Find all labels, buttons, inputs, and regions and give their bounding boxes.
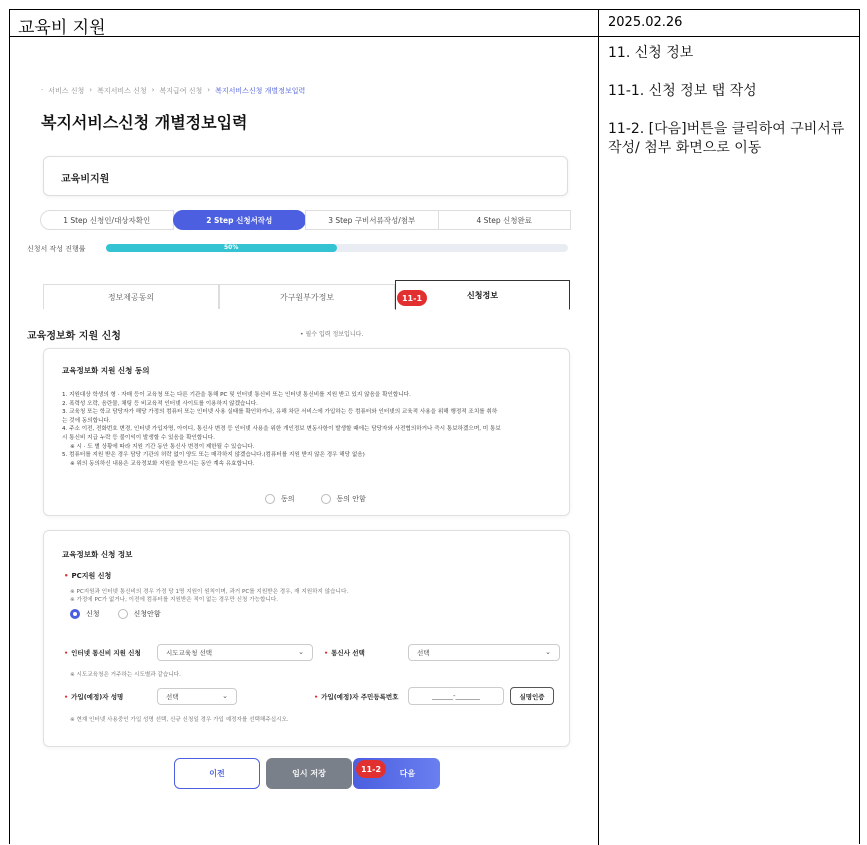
radio-circle-icon[interactable] (265, 494, 275, 504)
net-label (64, 648, 141, 657)
carrier-select[interactable] (408, 644, 560, 661)
page-title: 복지서비스신청 개별정보입력 (41, 113, 248, 132)
temp-save-button[interactable]: 임시 저장 (266, 758, 352, 789)
note-1: 11. 신청 정보 (608, 45, 694, 61)
subscriber-value: 선택 (166, 693, 179, 701)
step-1: 1 Step 신청인/대상자확인 (40, 210, 174, 230)
chevron-down-icon: ⌄ (222, 692, 228, 700)
pc-note: ※ 가정에 PC가 없거나, 이전에 컴퓨터를 지원받은 적이 없는 경우만 신청 가능합니다. (70, 597, 278, 603)
carrier-label (324, 648, 365, 657)
net-note: ※ 시도교육청은 거주하는 시도별과 같습니다. (70, 672, 181, 678)
annotation-badge-11-1: 11-1 (397, 290, 427, 306)
progress-fill (106, 244, 337, 252)
chevron-right-icon: › (89, 86, 93, 94)
disagree-label: 동의 안함 (336, 495, 366, 503)
required-dot-icon: • (64, 572, 69, 580)
term-line: 1. 지원대상 학생의 형 · 자매 등이 교육청 또는 다른 기관을 통해 PC 및 인터넷 통신비 또는 인터넷 통신비를 지원 받고 있지 않음을 확인합니다. (62, 392, 411, 398)
doc-title: 교육비 지원 (18, 18, 106, 38)
service-name: 교육비지원 (61, 174, 110, 185)
subscriber-label-text: 가입(예정)자 성명 (71, 693, 124, 701)
term-line: 4. 주소 이전, 전화번호 변경, 인터넷 가입자명, 아이디, 통신사 변경 등 인터넷 사용을 위한 개인정보 변동사항이 발생할 때에는 담당자와 사전협의하거나 즉시 통보하겠으며, 미 통보 (62, 426, 501, 433)
carrier-label-text: 통신사 선택 (331, 649, 365, 657)
term-line: 2. 폭력성 오락, 음란물, 채팅 등 비교육적 인터넷 사이트를 이용하지 않겠습니다. (62, 400, 258, 407)
agree-label: 동의 (281, 495, 295, 503)
document-frame (9, 9, 860, 844)
radio-circle-icon[interactable] (321, 494, 331, 504)
pc-notes (70, 588, 550, 604)
breadcrumb-current: 복지서비스신청 개별정보입력 (215, 87, 306, 95)
pc-label-text: PC지원 신청 (71, 572, 112, 580)
consent-title: 교육정보화 지원 신청 동의 (62, 366, 150, 375)
tab-application-info[interactable]: 신청정보 (395, 280, 570, 310)
progress-text: 50% (224, 244, 239, 251)
subscriber-select[interactable] (157, 688, 237, 705)
subscriber-note: ※ 현재 인터넷 사용중인 가입 성명 선택, 신규 신청일 경우 가입 예정자를 선택해주십시오. (70, 717, 289, 723)
breadcrumb-item[interactable]: 복지급여 신청 (159, 87, 203, 95)
education-office-select[interactable] (157, 644, 313, 661)
carrier-value: 선택 (417, 649, 430, 657)
radio-circle-icon[interactable] (118, 609, 128, 619)
column-divider (598, 10, 599, 845)
term-line: ※ 시 · 도 별 상황에 따라 지원 기간 동안 통신사 변경이 제한될 수 있습니다. (70, 443, 255, 450)
chevron-right-icon: › (207, 86, 211, 94)
pc-label (64, 571, 111, 581)
info-card (43, 530, 570, 747)
info-title: 교육정보화 신청 정보 (62, 550, 133, 559)
next-label: 다음 (399, 769, 416, 778)
required-dot-icon: • (324, 649, 329, 657)
consent-card (43, 348, 570, 516)
radio-selected-icon[interactable] (70, 609, 80, 619)
term-line: 시 통신비 지급 누락 등 불이익이 발생할 수 있음을 확인합니다. (62, 434, 215, 441)
required-dot-icon: • (314, 693, 319, 701)
disagree-radio[interactable] (321, 494, 366, 504)
agree-radio[interactable] (265, 494, 295, 504)
pc-radio-group (70, 609, 161, 619)
step-4: 4 Step 신청완료 (438, 210, 572, 230)
term-line: 3. 교육청 또는 학교 담당자가 해당 가정의 컴퓨터 또는 인터넷 사용 실태를 확인하거나, 유해 차단 서비스에 가입하는 등 컴퓨터와 인터넷의 교육적 사용을 위해 행정적 조치를 취하 (62, 409, 498, 416)
consent-radio-group (265, 494, 366, 504)
step-indicator (40, 210, 570, 230)
notes-panel (608, 44, 853, 177)
rrn-label-text: 가입(예정)자 주민등록번호 (321, 693, 399, 701)
tab-household[interactable]: 가구원부가정보 (219, 284, 395, 309)
pc-apply-label: 신청 (86, 610, 100, 618)
chevron-right-icon: › (151, 86, 155, 94)
required-dot-icon: • (64, 693, 69, 701)
term-line: 는 것에 동의합니다. (62, 417, 111, 424)
term-line: 5. 컴퓨터를 지원 받은 경우 담당 기관의 허락 없이 양도 또는 매각하지 않겠습니다.(컴퓨터를 지원 받지 않은 경우 해당 없음) (62, 452, 365, 459)
breadcrumb-item[interactable]: 복지서비스 신청 (97, 87, 147, 95)
step-3: 3 Step 구비서류작성/첨부 (305, 210, 439, 230)
pc-note: ※ PC지원과 인터넷 통신비의 경우 가정 당 1명 지원이 원칙이며, 과거 PC를 지원받은 경우, 재 지원하지 않습니다. (70, 589, 349, 595)
rrn-input[interactable]: ______-_______ (408, 687, 504, 705)
pc-no-label: 신청안함 (133, 610, 161, 618)
breadcrumb-item[interactable]: 서비스 신청 (48, 87, 85, 95)
rrn-label (314, 692, 398, 701)
tab-bar (43, 280, 570, 309)
breadcrumb (41, 86, 305, 96)
note-3: 11-2. [다음]버튼을 클릭하여 구비서류 작성/ 첨부 화면으로 이동 (608, 121, 845, 156)
annotation-badge-11-2: 11-2 (356, 760, 386, 778)
pc-no-radio[interactable] (118, 609, 161, 619)
term-line: ※ 위의 동의하신 내용은 교육정보화 지원을 받으시는 동안 계속 유효합니다. (70, 460, 255, 467)
progress-bar (106, 244, 568, 252)
tab-consent[interactable]: 정보제공동의 (43, 284, 219, 309)
home-dot-icon: · (41, 86, 44, 94)
consent-terms (62, 391, 562, 468)
prev-button[interactable]: 이전 (174, 758, 260, 789)
required-dot-icon: • (64, 649, 69, 657)
doc-date: 2025.02.26 (608, 15, 683, 30)
subscriber-label (64, 692, 123, 701)
net-label-text: 인터넷 통신비 지원 신청 (71, 649, 141, 657)
screenshot-area (10, 38, 597, 845)
section-title: 교육정보화 지원 신청 (27, 331, 121, 342)
name-verify-button[interactable]: 실명인증 (510, 687, 554, 705)
chevron-down-icon: ⌄ (298, 648, 304, 656)
pc-apply-radio[interactable] (70, 609, 100, 619)
education-office-value: 시도교육청 선택 (166, 649, 213, 657)
header-row (10, 10, 859, 37)
required-note: • 필수 입력 정보입니다. (300, 331, 364, 338)
chevron-down-icon: ⌄ (545, 648, 551, 656)
service-box (43, 156, 568, 196)
progress-label: 신청서 작성 진행률 (27, 245, 86, 253)
note-2: 11-1. 신청 정보 탭 작성 (608, 83, 757, 99)
step-2-active: 2 Step 신청서작성 (173, 210, 307, 230)
